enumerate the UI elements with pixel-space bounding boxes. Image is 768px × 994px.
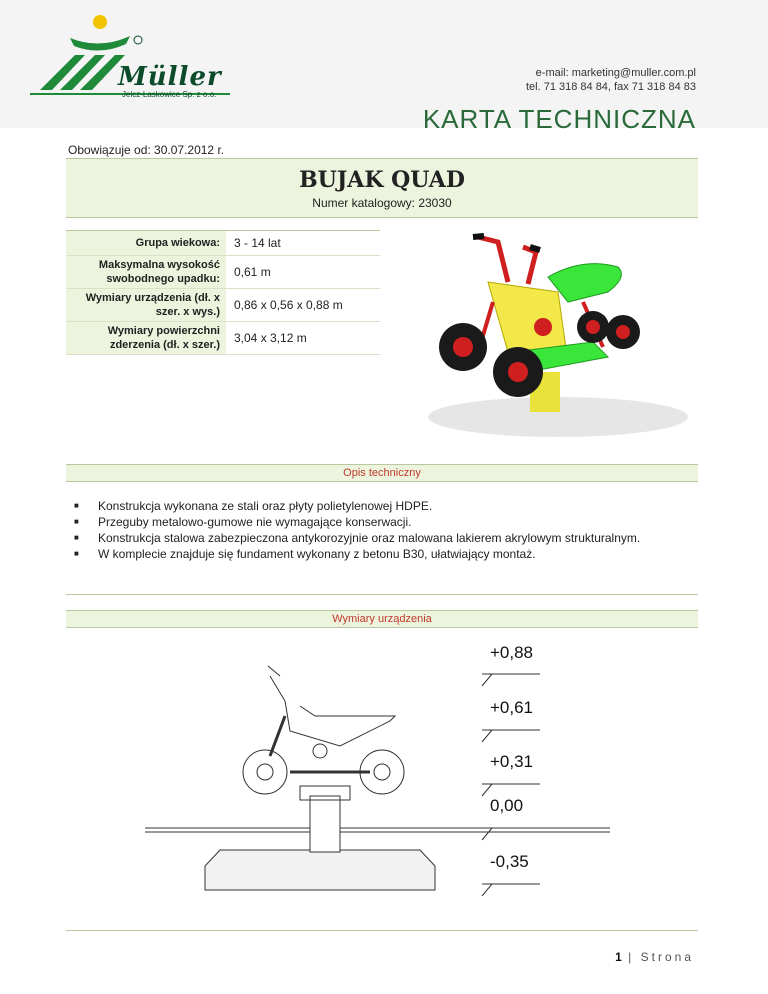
spec-row [66,231,380,256]
spec-value: 3 - 14 lat [234,236,281,250]
spec-value: 0,86 x 0,56 x 0,88 m [234,298,343,312]
level-label: +0,61 [490,698,534,717]
bullet-icon: ■ [74,549,79,558]
spec-row [66,322,380,355]
page-number: 1 [615,950,622,964]
bullet-icon: ■ [74,533,79,542]
catalog-number: Numer katalogowy: 23030 [312,196,452,210]
divider [66,930,698,931]
product-name: BUJAK QUAD [299,167,465,193]
bullet-icon: ■ [74,517,79,526]
company-name: Müller [118,62,222,92]
dimension-drawing [140,636,610,896]
phone-text: tel. 71 318 84 84, fax 71 318 84 83 [525,81,696,93]
spec-row [66,256,380,289]
document-title: KARTA TECHNICZNA [422,104,696,134]
spec-table [66,230,380,355]
tech-list [74,498,674,562]
spec-value: 3,04 x 3,12 m [234,331,307,345]
list-item: ■ Konstrukcja wykonana ze stali oraz płyty polietylenowej HDPE. [74,499,433,513]
list-item: ■ W komplecie znajduje się fundament wykonany z betonu B30, ułatwiający montaż. [74,547,536,561]
level-label: 0,00 [490,796,524,815]
level-label: -0,35 [490,852,529,871]
contact-info [526,66,696,94]
page-footer: 1 | Strona [615,950,694,964]
valid-from: Obowiązuje od: 30.07.2012 r. [68,143,225,157]
spec-row [66,289,380,322]
email-text: e-mail: marketing@muller.com.pl [535,67,696,79]
product-image [418,222,698,442]
divider [66,594,698,595]
dims-section-header: Wymiary urządzenia [66,610,698,628]
tech-section-header: Opis techniczny [66,464,698,482]
spec-label: Maksymalna wysokość swobodnego upadku: [66,256,226,288]
product-title-box [66,158,698,218]
level-label: +0,88 [490,643,534,662]
company-subtitle: Jelcz-Laskowice Sp. z o.o. [122,90,217,99]
spec-value: 0,61 m [234,265,271,279]
level-label: +0,31 [490,752,534,771]
list-item: ■ Przeguby metalowo-gumowe nie wymagające konserwacji. [74,515,412,529]
page-label: Strona [640,950,694,964]
bullet-icon: ■ [74,501,79,510]
spec-label: Wymiary powierzchni zderzenia (dł. x szer.) [66,322,226,354]
list-item: ■ Konstrukcja stalowa zabezpieczona antykorozyjnie oraz malowana lakierem akrylowym strukturalnym. [74,531,641,545]
spec-label: Grupa wiekowa: [66,231,226,255]
spec-label: Wymiary urządzenia (dł. x szer. x wys.) [66,289,226,321]
